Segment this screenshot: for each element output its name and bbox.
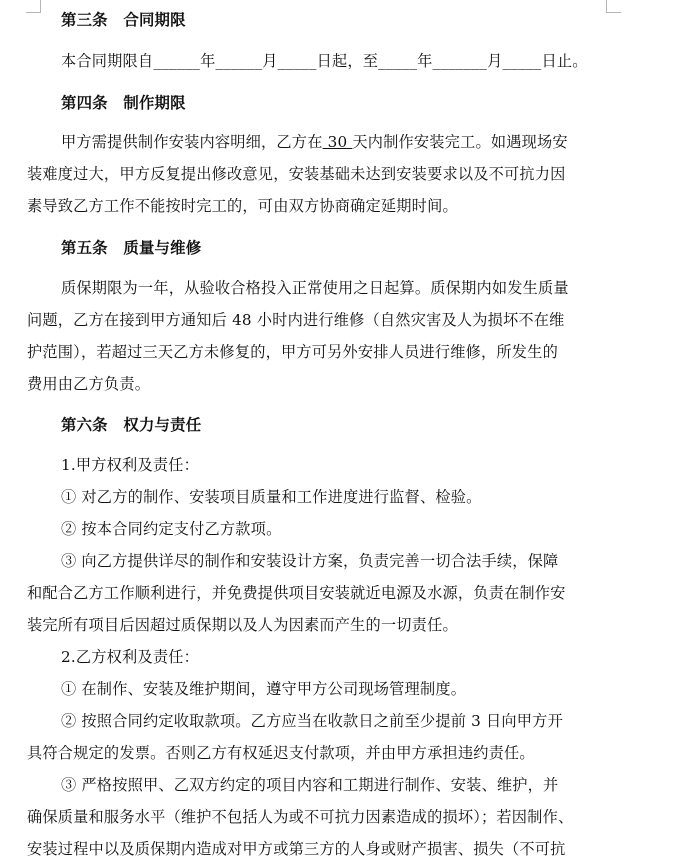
year-label: 年 [200,52,216,70]
blank-field: _____ [277,52,317,70]
margin-corner-mark [26,0,41,13]
section-heading: 第六条 权力与责任 [61,416,202,434]
paragraph-line: 费用由乙方负责。 [27,375,151,393]
paragraph-line [61,131,675,152]
month-label: 月 [487,52,503,70]
text-run: 天内制作安装完工。如遇现场安 [352,133,568,151]
blank-field: ______ [215,52,263,70]
blank-field: _______ [432,52,488,70]
list-item: ② 按本合同约定支付乙方款项。 [61,520,282,538]
text-run: 甲方需提供制作安装内容明细，乙方在 [61,133,323,151]
blank-field: _____ [378,52,418,70]
month-label: 月 [262,52,278,70]
list-item: ② 按照合同约定收取款项。乙方应当在收款日之前至少提前 3 日向甲方开 [61,712,563,730]
year-label: 年 [417,52,433,70]
section-heading: 第四条 制作期限 [61,94,186,112]
subsection-title: 1.甲方权利及责任： [61,456,199,474]
days-value: 30 [322,133,353,151]
paragraph-line: 护范围），若超过三天乙方未修复的，甲方可另外安排人员进行维修，所发生的 [27,343,558,361]
paragraph-line: 装完所有项目后因超过质保期以及人为因素而产生的一切责任。 [27,616,458,634]
paragraph-line: 确保质量和服务水平（维护不包括人为或不可抗力因素造成的损坏）；若因制作、 [27,808,574,826]
day-label: 日止。 [541,52,588,70]
day-label: 日起，至 [316,52,379,70]
subsection-title: 2.乙方权利及责任： [61,648,199,666]
list-item: ③ 严格按照甲、乙双方约定的项目内容和工期进行制作、安装、维护，并 [61,776,559,794]
blank-field: _____ [502,52,542,70]
paragraph-line: 和配合乙方工作顺利进行，并免费提供项目安装就近电源及水源，负责在制作安 [27,584,566,602]
paragraph-line: 安装过程中以及质保期内造成对甲方或第三方的人身或财产损害、损失（不可抗 [27,840,566,858]
section-heading: 第三条 合同期限 [61,11,186,29]
contract-period-line [61,50,675,71]
paragraph-line: 问题，乙方在接到甲方通知后 48 小时内进行维修（自然灾害及人为损坏不在维 [27,311,565,329]
paragraph-line: 质保期限为一年，从验收合格投入正常使用之日起算。质保期内如发生质量 [61,279,569,297]
list-item: ③ 向乙方提供详尽的制作和安装设计方案，负责完善一切合法手续，保障 [61,552,559,570]
paragraph-line: 装难度过大，甲方反复提出修改意见，安装基础未达到安装要求以及不可抗力因 [27,165,566,183]
list-item: ① 在制作、安装及维护期间，遵守甲方公司现场管理制度。 [61,680,467,698]
list-item: ① 对乙方的制作、安装项目质量和工作进度进行监督、检验。 [61,488,482,506]
paragraph-line: 具符合规定的发票。否则乙方有权延迟支付款项，并由甲方承担违约责任。 [27,744,535,762]
paragraph-line: 素导致乙方工作不能按时完工的，可由双方协商确定延期时间。 [27,197,458,215]
blank-field: ______ [153,52,201,70]
period-prefix: 本合同期限自 [61,52,154,70]
section-heading: 第五条 质量与维修 [61,239,202,257]
